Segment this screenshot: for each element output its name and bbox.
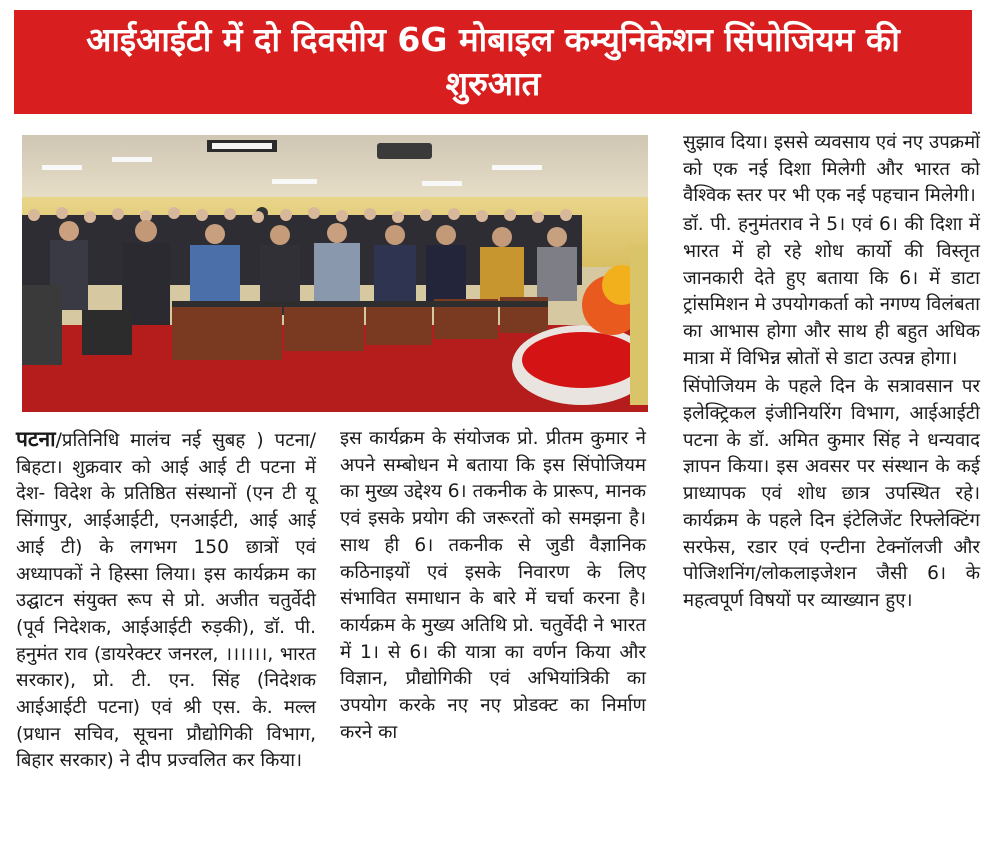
- headline: आईआईटी में दो दिवसीय 6G मोबाइल कम्युनिकेशन सिंपोजियम की शुरुआत: [86, 20, 900, 103]
- dateline: पटना: [16, 427, 56, 451]
- article-column-1: [16, 426, 316, 775]
- article-column-2: [340, 426, 646, 746]
- column-1-paragraph: [16, 426, 316, 775]
- event-photo-icon: [22, 135, 648, 412]
- headline-banner: [14, 10, 972, 114]
- article-column-3: [683, 130, 980, 615]
- column-1-text: पटना/बिहटा। शुक्रवार को आई आई टी पटना में देश- विदेश के प्रतिष्ठित संस्थानों (एन टी यू सिंगापुर, आईआईटी, एनआईटी, आई आई आई टी) के लगभग 150 छात्रों एवं अध्यापकों ने हिस्सा लिया। इस कार्यक्रम का उद्घाटन संयुक्त रूप से प्रो. अजीत चतुर्वेदी (पूर्व निदेशक, आईआईटी रुड़की), डॉ. पी. हनुमंत राव (डायरेक्टर जनरल, ।।।।।।, भारत सरकार), प्रो. टी. एन. सिंह (निदेशक आईआईटी पटना) एवं श्री एस. के. मल्ल (प्रधान सचिव, सूचना प्रौद्योगिकी विभाग, बिहार सरकार) ने दीप प्रज्वलित कर किया।: [16, 430, 316, 772]
- event-photo: [22, 135, 648, 412]
- column-3-paragraph-1: सुझाव दिया। इससे व्यवसाय एवं नए उपक्रमों को एक नई दिशा मिलेगी और भारत को वैश्विक स्तर पर भी एक नई पहचान मिलेगी।: [683, 132, 980, 207]
- column-3-paragraph-3: सिंपोजियम के पहले दिन के सत्रावसान पर इलेक्ट्रिकल इंजीनियरिंग विभाग, आईआईटी पटना के डॉ. अमित कुमार सिंह ने धन्यवाद ज्ञापन किया। इस अवसर पर संस्थान के कई प्राध्यापक एवं शोध छात्र उपस्थित रहे। कार्यक्रम के पहले दिन इंटेलिजेंट रिफ्लेक्टिंग सरफेस, रडार एवं एन्टीना टेक्नॉलजी और पोजिशनिंग/लोकलाइजेशन जैसी 6। के महत्वपूर्ण विषयों पर व्याख्यान हुए।: [683, 376, 980, 611]
- column-3-paragraph-2: डॉ. पी. हनुमंतराव ने 5। एवं 6। की दिशा में भारत में हो रहे शोध कार्यो की विस्तृत जानकारी देते हुए बताया कि 6। में डाटा ट्रांसमिशन मे उपयोगकर्ता को नगण्य विलंबता का आभास होगा और साथ ही बहुत अधिक मात्रा में विभिन्न स्रोतों से डाटा उत्पन्न होगा।: [683, 214, 980, 369]
- byline: /प्रतिनिधि मालंच नई सुबह ): [55, 430, 264, 451]
- column-2-text: इस कार्यक्रम के संयोजक प्रो. प्रीतम कुमार ने अपने सम्बोधन मे बताया कि इस सिंपोजियम का मुख्य उद्देश्य 6। तकनीक के प्रारूप, मानक एवं इसके प्रयोग की जरूरतों को समझना है। साथ ही 6। तकनीक से जुडी वैज्ञानिक कठिनाइयों एवं इसके निवारण के लिए संभावित समाधान के बारे में चर्चा करना है। कार्यक्रम के मुख्य अतिथि प्रो. चतुर्वेदी ने भारत में 1। से 6। की यात्रा का वर्णन किया और विज्ञान, प्रौद्योगिकी एवं अभियांत्रिकी का उपयोग करके नए नए प्रोडक्ट का निर्माण करने का: [340, 428, 646, 743]
